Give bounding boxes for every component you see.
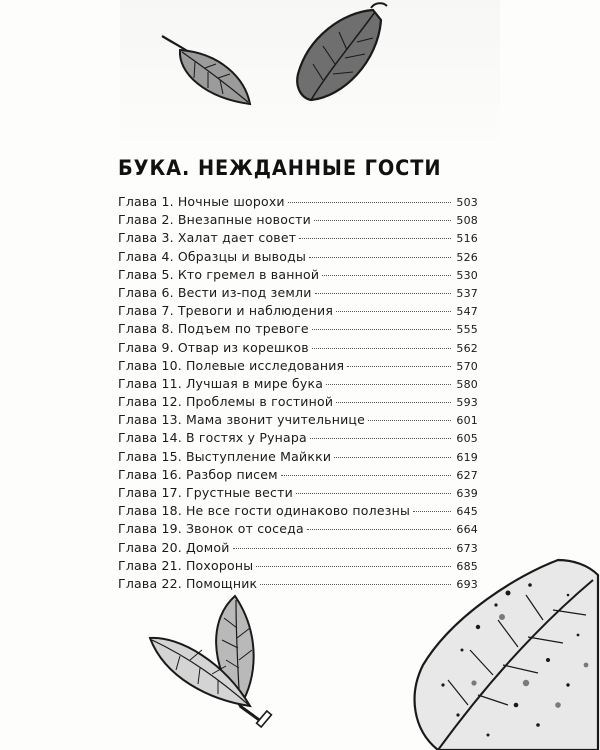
- chapter-title: Домой: [185, 539, 230, 555]
- leader-dots: [312, 348, 451, 349]
- toc-entry[interactable]: [118, 248, 478, 266]
- page-number: 601: [456, 414, 478, 428]
- toc-entry[interactable]: [118, 339, 478, 357]
- page-number: 570: [456, 359, 478, 373]
- section-title: БУКА. НЕЖДАННЫЕ ГОСТИ: [118, 156, 442, 180]
- chapter-title: Грустные вести: [185, 485, 293, 500]
- page-number: 526: [456, 250, 478, 264]
- chapter-title: Внезапные новости: [177, 212, 311, 228]
- leader-dots: [336, 402, 451, 403]
- page-number: 593: [456, 396, 478, 410]
- chapter-title: Звонок от соседа: [185, 521, 304, 537]
- leaf-large-icon: [283, 2, 393, 107]
- chapter-title: Образцы и выводы: [177, 248, 307, 264]
- chapter-title: Полевые исследования: [185, 357, 345, 373]
- leader-dots: [312, 329, 451, 330]
- chapter-title: Разбор писем: [185, 466, 278, 482]
- chapter-number: Глава 17.: [118, 485, 182, 500]
- page-number: 664: [456, 523, 478, 537]
- chapter-number: Глава 6.: [118, 284, 174, 300]
- chapter-number: Глава 19.: [118, 521, 182, 537]
- chapter-title: В гостях у Рунара: [185, 430, 307, 446]
- page-number: 605: [456, 432, 478, 446]
- page-number: 530: [456, 268, 478, 282]
- chapter-number: Глава 9.: [118, 339, 174, 355]
- chapter-number: Глава 1.: [118, 194, 174, 209]
- chapter-title: Тревоги и наблюдения: [177, 303, 334, 319]
- toc-entry[interactable]: [118, 448, 478, 466]
- leaf-spotted-icon: [398, 555, 600, 750]
- page-number: 645: [456, 505, 478, 519]
- chapter-number: Глава 15.: [118, 448, 182, 464]
- chapter-number: Глава 3.: [118, 230, 174, 246]
- toc-entry[interactable]: [118, 229, 478, 247]
- leaf-pair-icon: [140, 588, 300, 738]
- toc-entry[interactable]: [118, 429, 478, 447]
- chapter-number: Глава 16.: [118, 466, 182, 482]
- toc-entry[interactable]: [118, 375, 478, 393]
- toc-entry[interactable]: [118, 520, 478, 538]
- page-number: 639: [456, 487, 478, 500]
- chapter-number: Глава 13.: [118, 412, 182, 428]
- chapter-number: Глава 14.: [118, 430, 182, 446]
- toc-entry[interactable]: [118, 284, 478, 302]
- chapter-number: Глава 2.: [118, 212, 174, 228]
- leader-dots: [314, 220, 451, 221]
- toc-entry[interactable]: [118, 393, 478, 411]
- chapter-title: Выступление Майкки: [185, 448, 332, 464]
- page-number: 562: [456, 341, 478, 355]
- chapter-title: Кто гремел в ванной: [177, 266, 320, 282]
- leader-dots: [326, 384, 451, 385]
- toc-entry[interactable]: [118, 466, 478, 484]
- leader-dots: [296, 493, 451, 494]
- page-number: 580: [456, 377, 478, 391]
- chapter-title: Халат дает совет: [177, 230, 297, 246]
- chapter-title: Ночные шорохи: [177, 194, 285, 209]
- page-number: 508: [456, 214, 478, 228]
- toc-entry[interactable]: [118, 320, 478, 338]
- leader-dots: [288, 202, 451, 203]
- chapter-title: Помощник: [185, 575, 258, 591]
- chapter-number: Глава 20.: [118, 539, 182, 555]
- toc-entry[interactable]: [118, 484, 478, 502]
- chapter-title: Подъем по тревоге: [177, 321, 309, 337]
- leader-dots: [315, 293, 451, 294]
- toc-entry[interactable]: [118, 266, 478, 284]
- leader-dots: [307, 529, 451, 530]
- chapter-number: Глава 22.: [118, 575, 182, 591]
- chapter-title: Лучшая в мире бука: [185, 375, 324, 391]
- page-number: 673: [456, 541, 478, 555]
- chapter-title: Мама звонит учительнице: [185, 412, 366, 428]
- page-number: 685: [456, 559, 478, 573]
- toc-entry[interactable]: [118, 411, 478, 429]
- chapter-number: Глава 12.: [118, 394, 182, 410]
- leaf-small-icon: [150, 28, 260, 113]
- leader-dots: [413, 511, 451, 512]
- chapter-title: Вести из-под земли: [177, 284, 312, 300]
- chapter-number: Глава 5.: [118, 266, 174, 282]
- chapter-number: Глава 7.: [118, 303, 174, 319]
- leader-dots: [281, 475, 451, 476]
- leader-dots: [299, 238, 451, 239]
- toc-entry[interactable]: [118, 357, 478, 375]
- page-number: 503: [456, 196, 478, 209]
- page-number: 619: [456, 450, 478, 464]
- chapter-number: Глава 4.: [118, 248, 174, 264]
- chapter-title: Не все гости одинаково полезны: [185, 503, 411, 519]
- toc-entry[interactable]: [118, 302, 478, 320]
- leader-dots: [310, 438, 451, 439]
- leader-dots: [322, 275, 451, 276]
- leader-dots: [233, 548, 451, 549]
- chapter-number: Глава 21.: [118, 557, 182, 573]
- page-number: 555: [456, 323, 478, 337]
- page-number: 537: [456, 286, 478, 300]
- toc-entry[interactable]: [118, 193, 478, 211]
- chapter-number: Глава 11.: [118, 375, 182, 391]
- toc-entry[interactable]: [118, 211, 478, 229]
- table-of-contents: [118, 193, 478, 593]
- chapter-title: Похороны: [185, 557, 254, 573]
- chapter-number: Глава 10.: [118, 357, 182, 373]
- page-number: 693: [456, 577, 478, 591]
- page-number: 547: [456, 305, 478, 319]
- chapter-title: Отвар из корешков: [177, 339, 309, 355]
- chapter-number: Глава 8.: [118, 321, 174, 337]
- page-number: 516: [456, 232, 478, 246]
- leader-dots: [334, 457, 451, 458]
- toc-entry[interactable]: [118, 502, 478, 520]
- leader-dots: [347, 366, 451, 367]
- chapter-title: Проблемы в гостиной: [185, 394, 334, 410]
- leader-dots: [336, 311, 451, 312]
- page-number: 627: [456, 468, 478, 482]
- chapter-number: Глава 18.: [118, 503, 182, 519]
- leader-dots: [368, 420, 451, 421]
- leader-dots: [309, 257, 451, 258]
